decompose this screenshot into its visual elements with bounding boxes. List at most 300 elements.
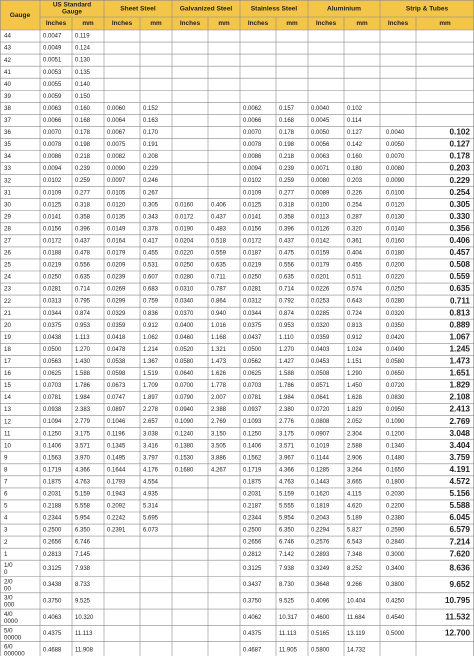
value-cell: 4.267 bbox=[211, 467, 227, 474]
value-cell: 0.0190 bbox=[175, 226, 194, 233]
value-cell: 0.1719 bbox=[43, 467, 62, 474]
strip-mm-cell: 1.067 bbox=[449, 332, 470, 342]
value-cell: 0.2043 bbox=[311, 515, 330, 522]
value-cell: 1.897 bbox=[143, 395, 159, 402]
gauge-cell: 9 bbox=[4, 454, 8, 462]
value-cell: 2.906 bbox=[347, 455, 363, 462]
gauge-cell: 23 bbox=[4, 285, 11, 293]
value-cell: 0.168 bbox=[279, 117, 295, 124]
value-cell: 0.0320 bbox=[311, 322, 330, 329]
value-cell: 0.0179 bbox=[107, 250, 126, 257]
value-cell: 8.252 bbox=[347, 565, 363, 572]
value-cell: 0.259 bbox=[75, 178, 91, 185]
value-cell: 10.320 bbox=[75, 614, 94, 621]
strip-inches-cell: 0.0950 bbox=[386, 407, 405, 414]
value-cell: 0.1406 bbox=[43, 443, 62, 450]
value-cell: 0.0781 bbox=[243, 395, 262, 402]
value-cell: 0.0089 bbox=[311, 190, 330, 197]
value-cell: 0.135 bbox=[75, 69, 91, 76]
value-cell: 8.733 bbox=[75, 582, 91, 589]
value-cell: 0.0070 bbox=[243, 130, 262, 137]
value-cell: 0.0160 bbox=[175, 202, 194, 209]
value-cell: 0.0250 bbox=[175, 262, 194, 269]
value-cell: 0.239 bbox=[75, 166, 91, 173]
value-cell: 0.160 bbox=[347, 154, 363, 161]
value-cell: 0.1196 bbox=[107, 431, 125, 438]
gauge-cell: 12 bbox=[4, 418, 11, 426]
value-cell: 7.142 bbox=[279, 551, 295, 558]
value-cell: 0.142 bbox=[347, 142, 363, 149]
value-cell: 0.178 bbox=[75, 130, 91, 137]
value-cell: 1.290 bbox=[347, 371, 363, 378]
value-cell: 0.0100 bbox=[311, 202, 330, 209]
value-cell: 0.0086 bbox=[243, 154, 262, 161]
value-cell: 4.366 bbox=[279, 467, 295, 474]
gauge-cell: 2 bbox=[4, 538, 8, 546]
gauge-cell: 19 bbox=[4, 333, 11, 341]
value-cell: 1.062 bbox=[143, 334, 159, 341]
unit-header-inches: Inches bbox=[45, 20, 67, 28]
strip-inches-cell: 0.1090 bbox=[386, 419, 405, 426]
value-cell: 2.304 bbox=[347, 431, 363, 438]
value-cell: 0.0641 bbox=[311, 395, 330, 402]
gauge-cell: 00 bbox=[4, 585, 11, 593]
value-cell: 0.836 bbox=[143, 310, 159, 317]
value-cell: 0.0051 bbox=[43, 57, 62, 64]
value-cell: 0.940 bbox=[211, 310, 227, 317]
value-cell: 0.0172 bbox=[43, 238, 62, 245]
value-cell: 0.0790 bbox=[175, 395, 194, 402]
value-cell: 0.0437 bbox=[243, 334, 262, 341]
value-cell: 0.813 bbox=[347, 322, 363, 329]
value-cell: 0.343 bbox=[143, 214, 159, 221]
value-cell: 0.2188 bbox=[43, 503, 62, 510]
value-cell: 11.908 bbox=[75, 647, 93, 654]
gauge-cell: 21 bbox=[4, 309, 11, 317]
value-cell: 0.2812 bbox=[243, 551, 262, 558]
value-cell: 1.270 bbox=[75, 346, 91, 353]
value-cell: 0.140 bbox=[75, 81, 91, 88]
gauge-cell: 15 bbox=[4, 382, 11, 390]
value-cell: 0.714 bbox=[279, 286, 295, 293]
value-cell: 0.0310 bbox=[175, 286, 194, 293]
gauge-cell: 20 bbox=[4, 321, 11, 329]
strip-mm-cell: 12.700 bbox=[444, 628, 470, 638]
group-header-us-standard: US Standard bbox=[52, 1, 92, 9]
strip-inches-cell: 0.0160 bbox=[386, 238, 405, 245]
gauge-cell: 36 bbox=[4, 129, 11, 137]
value-cell: 0.198 bbox=[75, 142, 91, 149]
strip-inches-cell: 0.0320 bbox=[386, 310, 405, 317]
gauge-cell: 28 bbox=[4, 225, 11, 233]
value-cell: 0.1019 bbox=[311, 443, 330, 450]
value-cell: 6.350 bbox=[75, 527, 91, 534]
value-cell: 0.874 bbox=[279, 310, 295, 317]
value-cell: 10.317 bbox=[279, 614, 298, 621]
value-cell: 0.3750 bbox=[243, 598, 262, 605]
value-cell: 0.246 bbox=[143, 178, 159, 185]
value-cell: 0.0418 bbox=[107, 334, 126, 341]
value-cell: 0.277 bbox=[75, 190, 91, 197]
gauge-cell: 44 bbox=[4, 32, 11, 40]
value-cell: 0.152 bbox=[143, 105, 159, 112]
value-cell: 0.259 bbox=[279, 178, 295, 185]
value-cell: 0.1644 bbox=[107, 467, 126, 474]
strip-mm-cell: 5.588 bbox=[449, 501, 470, 511]
value-cell: 6.746 bbox=[279, 539, 295, 546]
value-cell: 0.711 bbox=[211, 274, 226, 281]
gauge-cell: 26 bbox=[4, 249, 11, 257]
value-cell: 0.483 bbox=[211, 226, 227, 233]
value-cell: 0.0520 bbox=[175, 346, 194, 353]
gauge-cell: 0000 bbox=[4, 617, 18, 625]
value-cell: 0.396 bbox=[75, 226, 91, 233]
value-cell: 0.178 bbox=[279, 130, 295, 137]
value-cell: 0.180 bbox=[347, 166, 363, 173]
value-cell: 0.3438 bbox=[43, 582, 62, 589]
value-cell: 0.0156 bbox=[243, 226, 262, 233]
strip-inches-cell: 0.3400 bbox=[386, 565, 405, 572]
value-cell: 1.984 bbox=[75, 395, 91, 402]
gauge-cell: 7 bbox=[4, 478, 8, 486]
gauge-cell: 25 bbox=[4, 261, 11, 269]
gauge-cell: 33 bbox=[4, 165, 11, 173]
unit-header-mm: mm bbox=[439, 20, 451, 28]
value-cell: 11.684 bbox=[347, 614, 365, 621]
strip-inches-cell: 0.0120 bbox=[386, 202, 405, 209]
unit-header-inches: Inches bbox=[387, 20, 409, 28]
value-cell: 0.714 bbox=[75, 286, 91, 293]
value-cell: 0.0808 bbox=[311, 419, 330, 426]
value-cell: 0.2242 bbox=[107, 515, 126, 522]
value-cell: 1.626 bbox=[211, 371, 227, 378]
value-cell: 0.0078 bbox=[43, 142, 62, 149]
value-cell: 3.970 bbox=[75, 455, 91, 462]
unit-header-mm: mm bbox=[150, 20, 162, 28]
value-cell: 0.305 bbox=[143, 202, 159, 209]
unit-header-inches: Inches bbox=[247, 20, 269, 28]
gauge-cell: 43 bbox=[4, 44, 11, 52]
value-cell: 0.124 bbox=[75, 45, 91, 52]
strip-inches-cell: 0.0350 bbox=[386, 322, 405, 329]
value-cell: 5.954 bbox=[75, 515, 91, 522]
value-cell: 0.635 bbox=[211, 262, 227, 269]
value-cell: 0.0172 bbox=[243, 238, 262, 245]
gauge-cell: 27 bbox=[4, 237, 11, 245]
value-cell: 5.189 bbox=[347, 515, 363, 522]
value-cell: 0.130 bbox=[75, 57, 91, 64]
value-cell: 0.0059 bbox=[43, 93, 62, 100]
value-cell: 0.404 bbox=[347, 250, 363, 257]
value-cell: 6.543 bbox=[347, 539, 363, 546]
value-cell: 0.1345 bbox=[107, 443, 126, 450]
value-cell: 0.953 bbox=[279, 322, 295, 329]
value-cell: 4.554 bbox=[143, 479, 159, 486]
value-cell: 0.3125 bbox=[243, 565, 262, 572]
value-cell: 0.168 bbox=[75, 117, 91, 124]
gauge-cell: 14 bbox=[4, 394, 11, 402]
gauge-cell: 13 bbox=[4, 406, 11, 414]
value-cell: 0.0097 bbox=[107, 178, 126, 185]
value-cell: 0.437 bbox=[75, 238, 91, 245]
value-cell: 0.1719 bbox=[243, 467, 262, 474]
strip-mm-cell: 3.759 bbox=[449, 452, 470, 462]
group-header-galvanized-steel: Galvanized Steel bbox=[179, 5, 233, 13]
strip-inches-cell: 0.2200 bbox=[386, 503, 405, 510]
strip-mm-cell: 0.229 bbox=[449, 175, 470, 185]
value-cell: 0.0280 bbox=[175, 274, 194, 281]
value-cell: 0.2187 bbox=[243, 503, 262, 510]
strip-mm-cell: 2.108 bbox=[449, 392, 470, 402]
value-cell: 0.912 bbox=[347, 334, 363, 341]
value-cell: 4.935 bbox=[143, 491, 159, 498]
value-cell: 0.163 bbox=[143, 117, 159, 124]
strip-inches-cell: 0.3000 bbox=[386, 551, 405, 558]
value-cell: 2.380 bbox=[279, 407, 295, 414]
value-cell: 0.1562 bbox=[243, 455, 262, 462]
value-cell: 0.4687 bbox=[243, 647, 262, 654]
value-cell: 0.1144 bbox=[311, 455, 329, 462]
gauge-cell: 6 bbox=[4, 490, 8, 498]
value-cell: 0.0201 bbox=[311, 274, 330, 281]
strip-mm-cell: 9.652 bbox=[449, 579, 470, 589]
value-cell: 1.113 bbox=[75, 334, 90, 341]
value-cell: 0.361 bbox=[347, 238, 363, 245]
value-cell: 1.829 bbox=[347, 407, 363, 414]
strip-mm-cell: 3.404 bbox=[449, 440, 470, 450]
value-cell: 0.0063 bbox=[43, 105, 62, 112]
gauge-cell: 1 bbox=[4, 550, 8, 558]
value-cell: 0.1380 bbox=[175, 443, 194, 450]
value-cell: 0.0403 bbox=[311, 346, 330, 353]
gauge-cell: 3 bbox=[4, 526, 8, 534]
value-cell: 4.763 bbox=[75, 479, 91, 486]
value-cell: 0.864 bbox=[211, 298, 227, 305]
value-cell: 1.984 bbox=[279, 395, 295, 402]
gauge-cell: 35 bbox=[4, 141, 11, 149]
strip-mm-cell: 0.889 bbox=[449, 320, 470, 330]
unit-header-mm: mm bbox=[286, 20, 298, 28]
value-cell: 0.0071 bbox=[311, 166, 330, 173]
value-cell: 0.0086 bbox=[43, 154, 62, 161]
value-cell: 0.218 bbox=[279, 154, 295, 161]
value-cell: 0.119 bbox=[75, 33, 90, 40]
value-cell: 5.558 bbox=[75, 503, 91, 510]
value-cell: 1.519 bbox=[143, 371, 159, 378]
value-cell: 0.2576 bbox=[311, 539, 330, 546]
value-cell: 0.0375 bbox=[243, 322, 262, 329]
value-cell: 0.114 bbox=[347, 117, 362, 124]
value-cell: 4.763 bbox=[279, 479, 295, 486]
value-cell: 1.367 bbox=[143, 358, 159, 365]
value-cell: 0.455 bbox=[347, 262, 363, 269]
value-cell: 1.786 bbox=[75, 383, 91, 390]
value-cell: 0.2500 bbox=[43, 527, 62, 534]
value-cell: 0.396 bbox=[279, 226, 295, 233]
value-cell: 0.4600 bbox=[311, 614, 330, 621]
unit-header-inches: Inches bbox=[111, 20, 133, 28]
strip-inches-cell: 0.1800 bbox=[386, 479, 405, 486]
value-cell: 0.1240 bbox=[175, 431, 194, 438]
value-cell: 0.203 bbox=[347, 178, 363, 185]
value-cell: 0.0460 bbox=[175, 334, 194, 341]
value-cell: 1.024 bbox=[347, 346, 363, 353]
gauge-cell: 10 bbox=[4, 442, 11, 450]
value-cell: 0.0375 bbox=[43, 322, 62, 329]
strip-inches-cell: 0.0830 bbox=[386, 395, 405, 402]
value-cell: 0.0045 bbox=[311, 117, 330, 124]
value-cell: 0.0219 bbox=[243, 262, 262, 269]
value-cell: 0.0937 bbox=[243, 407, 262, 414]
value-cell: 0.0359 bbox=[107, 322, 126, 329]
gauge-cell: 4/0 bbox=[4, 610, 13, 618]
value-cell: 0.0067 bbox=[107, 130, 126, 137]
value-cell: 0.0064 bbox=[107, 117, 126, 124]
value-cell: 0.0179 bbox=[311, 262, 330, 269]
strip-mm-cell: 0.559 bbox=[449, 272, 470, 282]
value-cell: 0.724 bbox=[347, 310, 363, 317]
value-cell: 0.2031 bbox=[43, 491, 62, 498]
gauge-cell: 16 bbox=[4, 370, 11, 378]
value-cell: 0.1094 bbox=[43, 419, 62, 426]
value-cell: 0.0281 bbox=[243, 286, 262, 293]
value-cell: 0.0188 bbox=[43, 250, 62, 257]
unit-header-inches: Inches bbox=[179, 20, 201, 28]
strip-mm-cell: 1.651 bbox=[449, 368, 470, 378]
value-cell: 0.0226 bbox=[311, 286, 330, 293]
strip-inches-cell: 0.2380 bbox=[386, 515, 405, 522]
value-cell: 0.2294 bbox=[311, 527, 330, 534]
value-cell: 0.0344 bbox=[43, 310, 62, 317]
value-cell: 0.1530 bbox=[175, 455, 194, 462]
value-cell: 0.0438 bbox=[43, 334, 62, 341]
value-cell: 0.170 bbox=[143, 130, 159, 137]
value-cell: 0.0120 bbox=[107, 202, 126, 209]
value-cell: 0.4062 bbox=[243, 614, 262, 621]
value-cell: 0.378 bbox=[143, 226, 159, 233]
value-cell: 0.0253 bbox=[311, 298, 330, 305]
group-header-sheet-steel: Sheet Steel bbox=[120, 5, 156, 13]
value-cell: 3.797 bbox=[143, 455, 159, 462]
strip-inches-cell: 0.0040 bbox=[386, 130, 405, 137]
value-cell: 0.287 bbox=[347, 214, 363, 221]
value-cell: 0.0571 bbox=[311, 383, 330, 390]
value-cell: 0.0703 bbox=[43, 383, 62, 390]
value-cell: 0.0329 bbox=[107, 310, 126, 317]
value-cell: 0.4063 bbox=[43, 614, 62, 621]
value-cell: 0.318 bbox=[279, 202, 295, 209]
gauge-cell: 5 bbox=[4, 502, 8, 510]
gauge-cell: 39 bbox=[4, 92, 11, 100]
value-cell: 0.2344 bbox=[43, 515, 62, 522]
value-cell: 7.938 bbox=[75, 565, 91, 572]
value-cell: 0.417 bbox=[143, 238, 159, 245]
value-cell: 0.4096 bbox=[311, 598, 330, 605]
value-cell: 2.776 bbox=[279, 419, 295, 426]
value-cell: 3.150 bbox=[211, 431, 227, 438]
value-cell: 0.1875 bbox=[243, 479, 262, 486]
strip-mm-cell: 4.572 bbox=[449, 477, 470, 487]
value-cell: 0.2092 bbox=[107, 503, 126, 510]
value-cell: 0.198 bbox=[279, 142, 295, 149]
value-cell: 0.1090 bbox=[175, 419, 194, 426]
value-cell: 0.191 bbox=[143, 142, 159, 149]
value-cell: 7.348 bbox=[347, 551, 363, 558]
strip-inches-cell: 0.2030 bbox=[386, 491, 405, 498]
value-cell: 0.127 bbox=[347, 130, 363, 137]
strip-inches-cell: 0.2840 bbox=[386, 539, 405, 546]
value-cell: 0.0500 bbox=[43, 346, 62, 353]
strip-mm-cell: 7.214 bbox=[449, 537, 470, 547]
gauge-cell: 37 bbox=[4, 117, 11, 125]
strip-inches-cell: 0.2590 bbox=[386, 527, 405, 534]
value-cell: 0.437 bbox=[211, 214, 227, 221]
gauge-cell: 31 bbox=[4, 189, 11, 197]
gauge-cell: 41 bbox=[4, 68, 11, 76]
value-cell: 0.0159 bbox=[311, 250, 330, 257]
value-cell: 9.525 bbox=[75, 598, 91, 605]
strip-inches-cell: 0.0200 bbox=[386, 262, 405, 269]
value-cell: 2.388 bbox=[211, 407, 227, 414]
value-cell: 0.318 bbox=[75, 202, 91, 209]
value-cell: 0.0109 bbox=[243, 190, 262, 197]
value-cell: 3.886 bbox=[211, 455, 227, 462]
value-cell: 0.759 bbox=[143, 298, 159, 305]
value-cell: 3.571 bbox=[75, 443, 91, 450]
strip-inches-cell: 0.0050 bbox=[386, 142, 405, 149]
value-cell: 0.1093 bbox=[243, 419, 262, 426]
value-cell: 0.0640 bbox=[175, 371, 194, 378]
value-cell: 5.695 bbox=[143, 515, 159, 522]
value-cell: 0.455 bbox=[143, 250, 159, 257]
value-cell: 2.769 bbox=[211, 419, 227, 426]
value-cell: 0.1793 bbox=[107, 479, 126, 486]
strip-inches-cell: 0.1340 bbox=[386, 443, 405, 450]
value-cell: 2.007 bbox=[211, 395, 227, 402]
value-cell: 0.0344 bbox=[243, 310, 262, 317]
value-cell: 0.437 bbox=[279, 238, 295, 245]
value-cell: 0.683 bbox=[143, 286, 159, 293]
value-cell: 0.0055 bbox=[43, 81, 62, 88]
value-cell: 11.905 bbox=[279, 647, 297, 654]
strip-mm-cell: 4.191 bbox=[449, 464, 470, 474]
value-cell: 0.0700 bbox=[175, 383, 194, 390]
value-cell: 0.0625 bbox=[43, 371, 62, 378]
value-cell: 0.0340 bbox=[175, 298, 194, 305]
gauge-cell: 29 bbox=[4, 213, 11, 221]
value-cell: 1.110 bbox=[279, 334, 294, 341]
strip-inches-cell: 0.0100 bbox=[386, 190, 405, 197]
value-cell: 2.052 bbox=[347, 419, 363, 426]
value-cell: 0.0562 bbox=[243, 358, 262, 365]
value-cell: 0.0049 bbox=[43, 45, 62, 52]
value-cell: 0.226 bbox=[347, 190, 363, 197]
value-cell: 0.0508 bbox=[311, 371, 330, 378]
value-cell: 0.0070 bbox=[43, 130, 62, 137]
value-cell: 0.475 bbox=[279, 250, 295, 257]
value-cell: 0.0125 bbox=[43, 202, 62, 209]
value-cell: 3.967 bbox=[279, 455, 295, 462]
gauge-cell: 0 bbox=[4, 569, 8, 577]
value-cell: 5.954 bbox=[279, 515, 295, 522]
strip-mm-cell: 2.413 bbox=[449, 404, 470, 414]
value-cell: 4.115 bbox=[347, 491, 362, 498]
value-cell: 0.0102 bbox=[243, 178, 262, 185]
value-cell: 0.556 bbox=[75, 262, 91, 269]
value-cell: 0.0156 bbox=[43, 226, 62, 233]
value-cell: 11.113 bbox=[75, 631, 93, 638]
strip-inches-cell: 0.0650 bbox=[386, 371, 405, 378]
